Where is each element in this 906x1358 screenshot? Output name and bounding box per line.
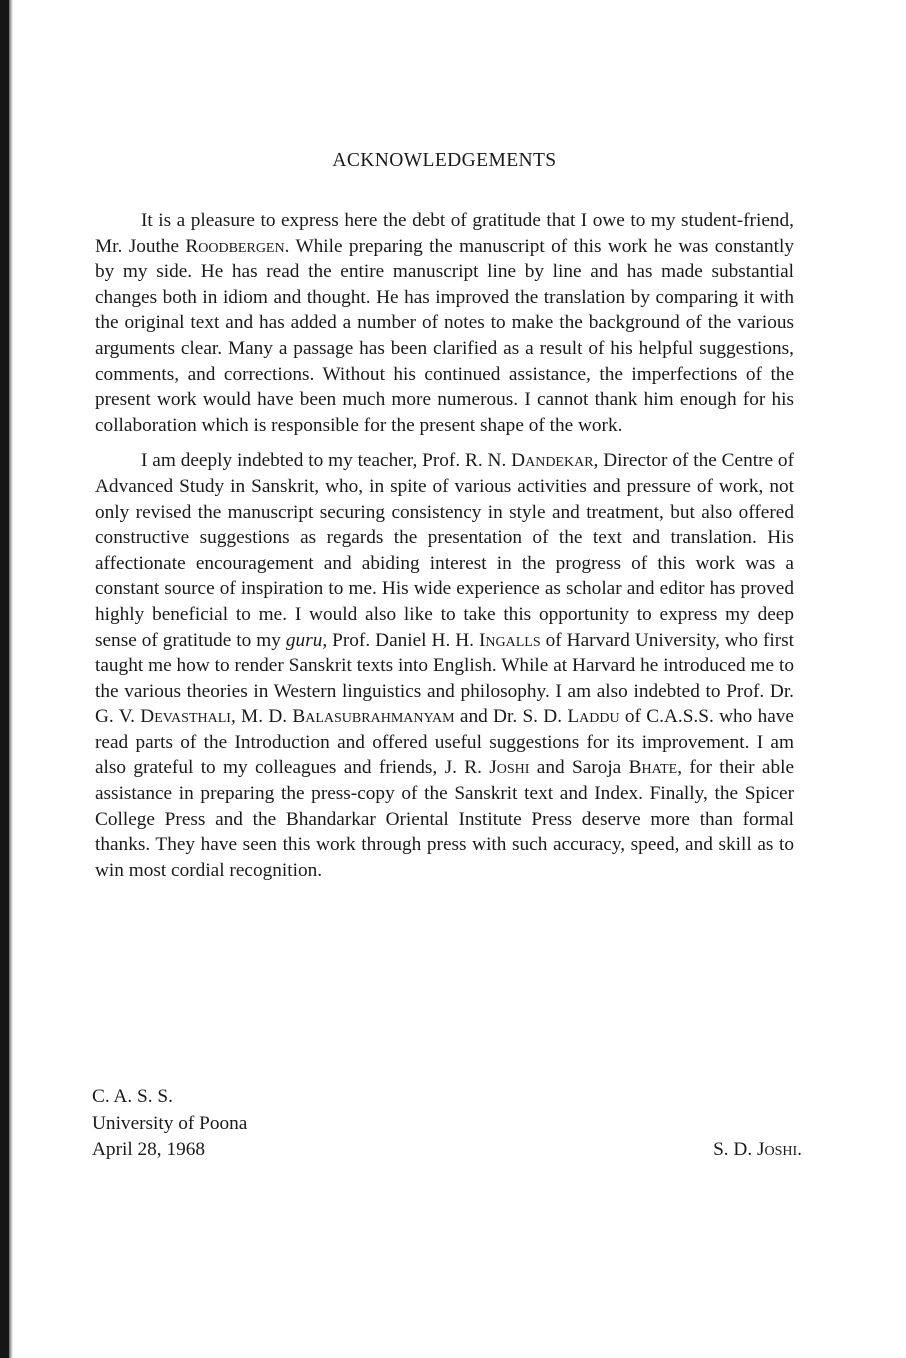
acknowledgement-paragraph-1 xyxy=(95,208,794,438)
paragraph-2-text: , M. D. xyxy=(230,706,293,728)
paragraph-2-text: I am deeply indebted to my teacher, Prof. R. N. xyxy=(141,450,512,472)
name-joshi: Joshi xyxy=(489,757,530,779)
page-binding-edge xyxy=(0,0,9,1358)
name-bhate: Bhate xyxy=(628,757,678,779)
page-binding-shadow xyxy=(9,0,13,1358)
institution-line: C. A. S. S. xyxy=(92,1086,173,1107)
paragraph-2-text: of C.A.S.S. who have read parts of the Introduction and offered useful suggestions for its improvement. I am also grateful to my colleagues and friends, J. R. xyxy=(95,706,794,779)
name-devasthali: Devasthali xyxy=(140,706,231,728)
closing-block xyxy=(92,1084,802,1164)
name-laddu: Laddu xyxy=(567,706,620,728)
paragraph-1-text: . While preparing the manuscript of this work he was constantly by my side. He has read the entire manuscript line by line and has made substantial changes both in idiom and thought. He has improved the translation by comparing it with the original text and has added a number of notes to make the background of the various arguments clear. Many a passage has been clarified as a result of his helpful suggestions, comments, and corrections. Without his continued assistance, the imperfections of the present work would have been much more numerous. I cannot thank him enough for his collaboration which is responsible for the present shape of the work. xyxy=(95,235,794,436)
paragraph-2-text: Prof. Daniel H. H. xyxy=(327,629,479,651)
name-dandekar: Dandekar xyxy=(511,450,594,472)
paragraph-2-text: of Harvard University, who first taught me how to render Sanskrit texts into English. While at Harvard he introduced me to the various theories in Western linguistics and philosophy. I am also indebted to Prof. Dr. G. V. xyxy=(95,629,795,728)
acknowledgement-paragraph-2 xyxy=(95,448,794,883)
paragraph-2-text: , Director of the Centre of Advanced Study in Sanskrit, who, in spite of various activities and pressure of work, not only revised the manuscript securing consistency in style and treatment, but also offered constructive suggestions as regards the presentation of the text and translation. His affectionate encouragement and abiding interest in the progress of this work was a constant source of inspiration to me. His wide experience as scholar and editor has proved highly beneficial to me. I would also like to take this opportunity to express my deep sense of gratitude to my xyxy=(95,450,794,651)
paragraph-2-text: and Saroja xyxy=(529,757,629,779)
italic-guru: guru, xyxy=(285,629,328,651)
signature-initials: S. D. xyxy=(713,1139,757,1160)
name-balasubrahmanyam: Balasubrahmanyam xyxy=(292,706,455,728)
paragraph-1-text: It is a pleasure to express here the debt of gratitude that I owe to my student-friend, Mr. Jouthe xyxy=(95,210,794,257)
author-signature xyxy=(713,1137,802,1164)
name-roodbergen: Roodbergen xyxy=(185,235,285,257)
date-line: April 28, 1968 xyxy=(92,1139,206,1160)
paragraph-2-text: , for their able assistance in preparing the press-copy of the Sanskrit text and Index. Finally, the Spicer College Press and the Bhandarkar Oriental Institute Press deserve more than formal thanks. They have seen this work through press with such accuracy, speed, and skill as to win most cordial recognition. xyxy=(95,757,795,881)
acknowledgements-body xyxy=(95,150,794,883)
name-ingalls: Ingalls xyxy=(478,629,541,651)
university-line: University of Poona xyxy=(92,1112,248,1134)
signature-surname: Joshi. xyxy=(757,1139,802,1160)
page-title: ACKNOWLEDGEMENTS xyxy=(332,150,557,171)
paragraph-2-text: and Dr. S. D. xyxy=(454,706,568,728)
